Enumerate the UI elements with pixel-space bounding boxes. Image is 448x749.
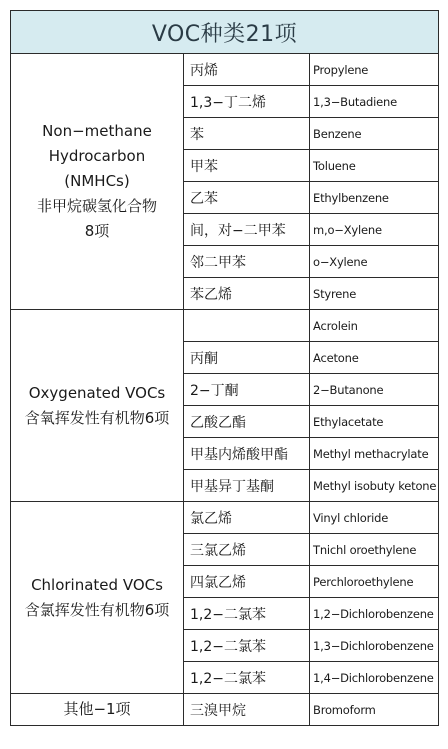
compound-name-cn: 四氯乙烯: [184, 566, 310, 598]
compound-name-cn: 邻二甲苯: [184, 246, 310, 278]
compound-name-cn: 三氯乙烯: [184, 534, 310, 566]
compound-name-cn: [184, 310, 310, 342]
group-label-line: Chlorinated VOCs: [31, 575, 163, 594]
compound-name-cn: 1,2−二氯苯: [184, 630, 310, 662]
compound-name-cn: 丙烯: [184, 54, 310, 86]
table-row: [11, 310, 439, 342]
compound-name-en: Propylene: [310, 54, 439, 86]
group-label: [11, 54, 184, 310]
group-label-line: 含氧挥发性有机物6项: [24, 408, 170, 427]
compound-name-cn: 苯: [184, 118, 310, 150]
compound-name-en: m,o−Xylene: [310, 214, 439, 246]
compound-name-en: Acrolein: [310, 310, 439, 342]
compound-name-en: Ethylacetate: [310, 406, 439, 438]
compound-name-cn: 三溴甲烷: [184, 694, 310, 726]
compound-name-cn: 乙酸乙酯: [184, 406, 310, 438]
compound-name-cn: 2−丁酮: [184, 374, 310, 406]
compound-name-cn: 1,3−丁二烯: [184, 86, 310, 118]
voc-table-frame: [10, 10, 438, 739]
compound-name-cn: 丙酮: [184, 342, 310, 374]
compound-name-en: Toluene: [310, 150, 439, 182]
compound-name-en: 1,4−Dichlorobenzene: [310, 662, 439, 694]
group-label-line: Oxygenated VOCs: [28, 383, 166, 402]
compound-name-cn: 甲苯: [184, 150, 310, 182]
compound-name-en: 1,3−Dichlorobenzene: [310, 630, 439, 662]
compound-name-en: Styrene: [310, 278, 439, 310]
group-label-line: 8项: [84, 222, 110, 240]
compound-name-cn: 间，对−二甲苯: [184, 214, 310, 246]
group-label-line: 含氯挥发性有机物6项: [24, 600, 170, 619]
compound-name-en: 2−Butanone: [310, 374, 439, 406]
compound-name-en: Ethylbenzene: [310, 182, 439, 214]
compound-name-cn: 甲基内烯酸甲酯: [184, 438, 310, 470]
group-label-line: Hydrocarbon: [48, 147, 146, 165]
group-label: [11, 694, 184, 726]
compound-name-en: Methyl isobuty ketone: [310, 470, 439, 502]
group-label: [11, 310, 184, 502]
compound-name-cn: 乙苯: [184, 182, 310, 214]
compound-name-en: Tnichl oroethylene: [310, 534, 439, 566]
compound-name-en: Perchloroethylene: [310, 566, 439, 598]
table-row: [11, 694, 439, 726]
compound-name-en: Acetone: [310, 342, 439, 374]
group-label-line: 非甲烷碳氢化合物: [36, 197, 157, 215]
compound-name-en: 1,3−Butadiene: [310, 86, 439, 118]
compound-name-en: 1,2−Dichlorobenzene: [310, 598, 439, 630]
compound-name-cn: 苯乙烯: [184, 278, 310, 310]
compound-name-cn: 1,2−二氯苯: [184, 598, 310, 630]
table-row: [11, 54, 439, 86]
compound-name-en: Bromoform: [310, 694, 439, 726]
compound-name-cn: 甲基异丁基酮: [184, 470, 310, 502]
compound-name-cn: 氯乙烯: [184, 502, 310, 534]
table-title: VOC种类21项: [11, 11, 439, 54]
group-label-line: 其他−1项: [63, 700, 131, 718]
table-row: [11, 502, 439, 534]
voc-table: [10, 10, 439, 726]
group-label-line: (NMHCs): [64, 172, 130, 190]
compound-name-en: o−Xylene: [310, 246, 439, 278]
compound-name-en: Benzene: [310, 118, 439, 150]
group-label: [11, 502, 184, 694]
group-label-line: Non−methane: [42, 122, 152, 140]
compound-name-en: Methyl methacrylate: [310, 438, 439, 470]
compound-name-en: Vinyl chloride: [310, 502, 439, 534]
compound-name-cn: 1,2−二氯苯: [184, 662, 310, 694]
